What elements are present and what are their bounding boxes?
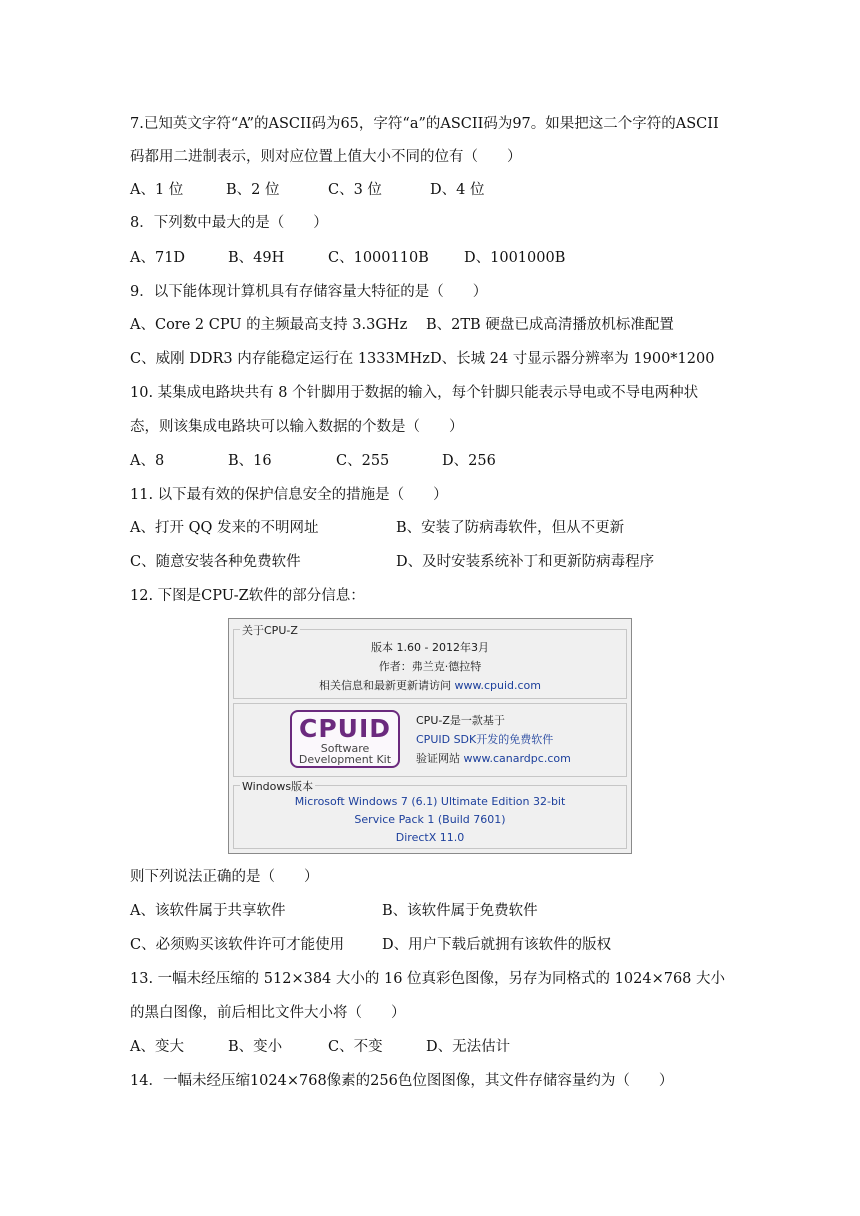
q12-option-a: A、该软件属于共享软件: [130, 903, 286, 919]
q9-stem: 9．以下能体现计算机具有存储容量大特征的是（ ）: [130, 284, 488, 300]
verify-prefix: 验证网站: [416, 752, 464, 765]
version-text: 版本 1.60 - 2012年3月: [371, 641, 489, 654]
q10-stem-line1: 10. 某集成电路块共有 8 个针脚用于数据的输入，每个针脚只能表示导电或不导电两种状: [130, 385, 699, 401]
q11-option-a: A、打开 QQ 发来的不明网址: [130, 520, 319, 536]
directx-version: DirectX 11.0: [395, 831, 465, 844]
about-group-legend: 关于CPU-Z: [242, 624, 298, 637]
windows-service-pack: Service Pack 1 (Build 7601): [354, 813, 506, 826]
sdk-group: [233, 703, 627, 777]
q7-stem-line2: 码都用二进制表示，则对应位置上值大小不同的位有（ ）: [130, 149, 522, 165]
q10-stem-line2: 态，则该集成电路块可以输入数据的个数是（ ）: [130, 419, 464, 435]
q9-option-c: C、威刚 DDR3 内存能稳定运行在 1333MHz: [130, 351, 430, 367]
q13-option-b: B、变小: [228, 1039, 283, 1055]
q7-option-b: B、2 位: [226, 182, 280, 198]
q12-follow: 则下列说法正确的是（ ）: [130, 869, 319, 885]
cpuid-logo: [290, 710, 400, 768]
q11-stem: 11. 以下最有效的保护信息安全的措施是（ ）: [130, 487, 448, 503]
q8-stem: 8．下列数中最大的是（ ）: [130, 215, 328, 231]
windows-edition: Microsoft Windows 7 (6.1) Ultimate Edition 32-bit: [294, 795, 566, 808]
q13-stem-line1: 13. 一幅未经压缩的 512×384 大小的 16 位真彩色图像，另存为同格式的 1024×768 大小: [130, 971, 726, 987]
q8-option-c: C、1000110B: [328, 250, 429, 266]
q14-stem: 14．一幅未经压缩1024×768像素的256色位图图像，其文件存储容量约为（ ）: [130, 1073, 674, 1089]
q11-option-c: C、随意安装各种免费软件: [130, 554, 301, 570]
q8-option-b: B、49H: [228, 250, 285, 266]
q13-option-c: C、不变: [328, 1039, 383, 1055]
about-group: [233, 624, 627, 699]
info-prefix: 相关信息和最新更新请访问: [318, 679, 455, 692]
cpuz-about-screenshot: [228, 618, 632, 854]
q8-option-a: A、71D: [130, 250, 186, 266]
info-line: [234, 677, 626, 693]
q9-option-d: D、长城 24 寸显示器分辨率为 1900*1200: [430, 351, 715, 367]
q12-option-d: D、用户下载后就拥有该软件的版权: [382, 937, 612, 953]
q10-option-b: B、16: [228, 453, 272, 469]
q12-stem: 12. 下图是CPU-Z软件的部分信息：: [130, 588, 365, 604]
sdk-desc-line2: CPUID SDK开发的免费软件: [416, 733, 554, 746]
cpuid-logo-text: CPUID: [298, 714, 392, 743]
q13-stem-line2: 的黑白图像，前后相比文件大小将（ ）: [130, 1005, 406, 1021]
sdk-desc-line1: CPU-Z是一款基于: [416, 714, 505, 727]
q11-option-d: D、及时安装系统补丁和更新防病毒程序: [396, 554, 655, 570]
windows-group: [233, 780, 627, 849]
q10-option-a: A、8: [130, 453, 165, 469]
windows-group-legend: Windows版本: [242, 780, 314, 793]
q13-option-d: D、无法估计: [426, 1039, 511, 1055]
verify-line: [416, 750, 571, 766]
author-text: 作者：弗兰克·德拉特: [378, 660, 482, 673]
logo-sub-devkit: Development Kit: [298, 753, 392, 766]
canardpc-link[interactable]: www.canardpc.com: [463, 752, 571, 765]
q9-option-b: B、2TB 硬盘已成高清播放机标准配置: [426, 317, 674, 333]
q9-option-a: A、Core 2 CPU 的主频最高支持 3.3GHz: [130, 317, 408, 333]
q12-option-b: B、该软件属于免费软件: [382, 903, 538, 919]
q7-option-d: D、4 位: [430, 182, 485, 198]
q10-option-c: C、255: [336, 453, 390, 469]
q10-option-d: D、256: [442, 453, 496, 469]
logo-sub-software: Software: [320, 742, 370, 755]
q12-option-c: C、必须购买该软件许可才能使用: [130, 937, 345, 953]
cpuid-link[interactable]: www.cpuid.com: [454, 679, 541, 692]
q8-option-d: D、1001000B: [464, 250, 566, 266]
q7-option-c: C、3 位: [328, 182, 382, 198]
q7-option-a: A、1 位: [130, 182, 184, 198]
q13-option-a: A、变大: [130, 1039, 184, 1055]
q11-option-b: B、安装了防病毒软件，但从不更新: [396, 520, 625, 536]
q7-stem-line1: 7.已知英文字符“A”的ASCII码为65，字符“a”的ASCII码为97。如果把这二个字符的ASCII: [130, 116, 719, 132]
